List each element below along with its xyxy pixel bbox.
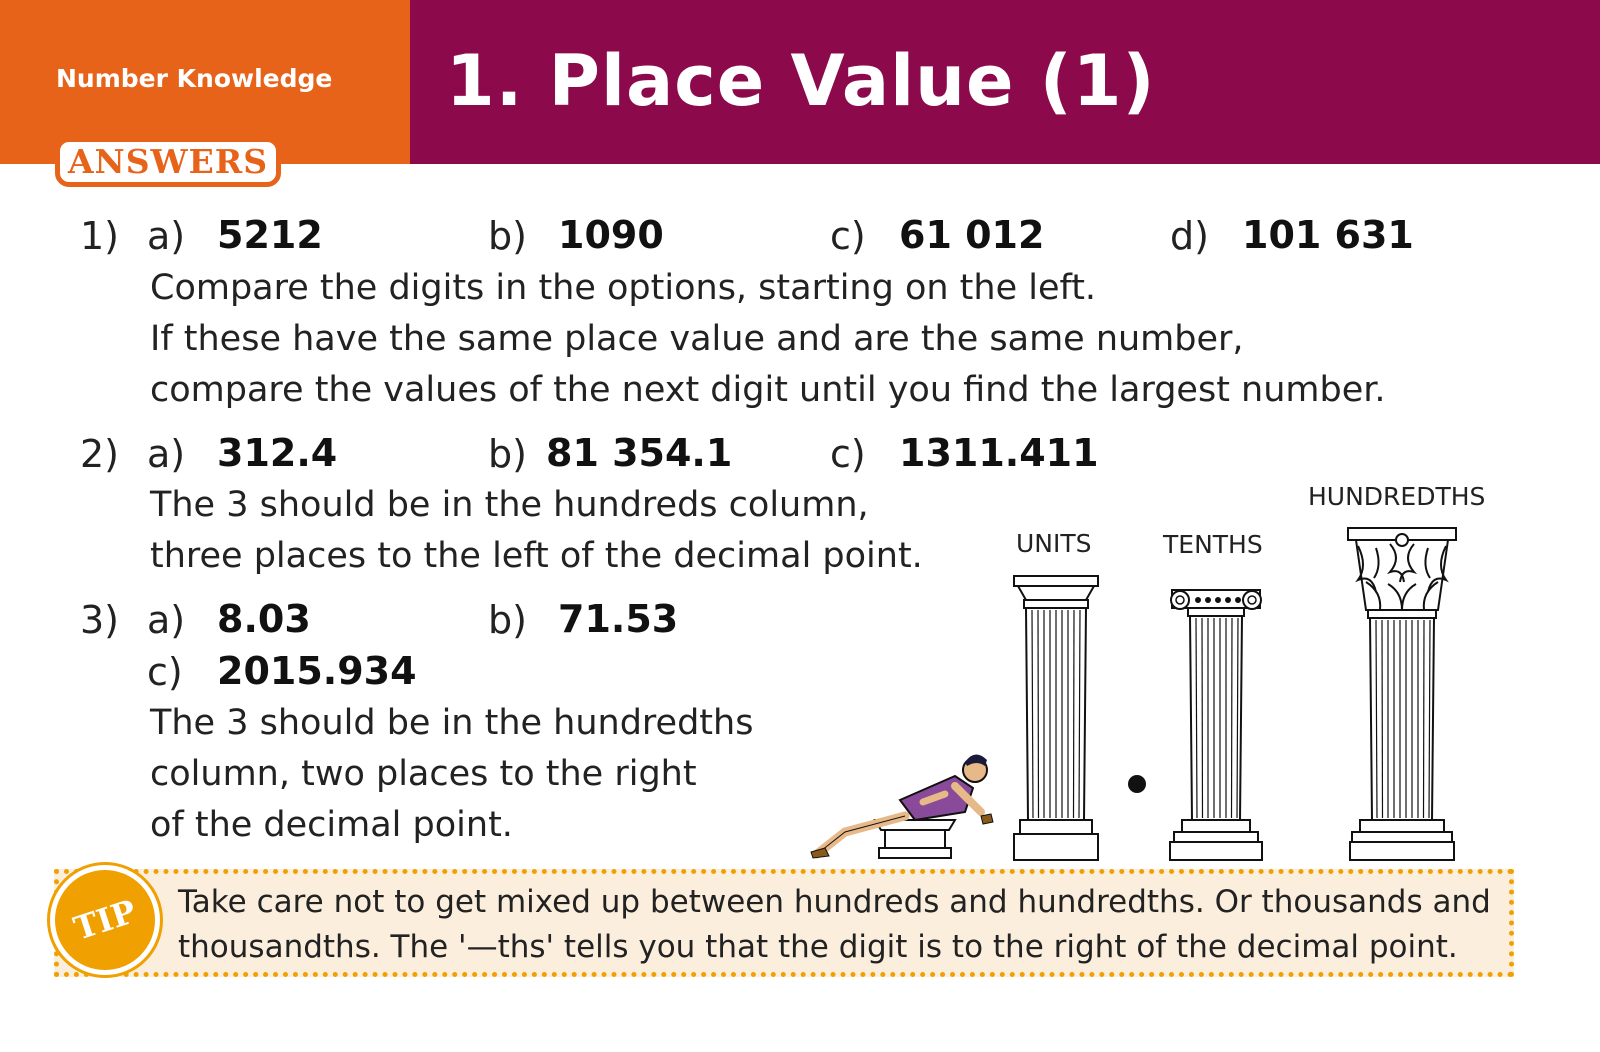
page-title: 1. Place Value (1) [446, 40, 1156, 122]
q1-part-b-label: b) [488, 214, 527, 258]
q1-part-d-answer: 101 631 [1242, 213, 1414, 257]
q2-part-c-label: c) [830, 432, 866, 476]
section-label: Number Knowledge [56, 64, 333, 93]
q2-part-b-answer: 81 354.1 [546, 431, 733, 475]
question-1-number: 1) [80, 214, 120, 258]
q1-part-b-answer: 1090 [558, 213, 664, 257]
corinthian-column-icon [1346, 526, 1458, 864]
q3-part-c-answer: 2015.934 [217, 649, 417, 693]
q1-part-a-label: a) [147, 214, 186, 258]
q1-part-a-answer: 5212 [217, 213, 323, 257]
q2-part-a-answer: 312.4 [217, 431, 338, 475]
units-column-label: UNITS [1016, 529, 1092, 558]
decimal-point-dot [1128, 775, 1146, 793]
q2-part-b-label: b) [488, 432, 527, 476]
q3-explanation-line: column, two places to the right [150, 754, 697, 794]
ionic-column-icon [1166, 584, 1266, 864]
tip-text-line: thousandths. The '—ths' tells you that the digit is to the right of the decimal point. [178, 929, 1458, 965]
q3-part-a-answer: 8.03 [217, 597, 311, 641]
tip-badge-label: TIP [69, 892, 141, 948]
q2-explanation-line: three places to the left of the decimal point. [150, 536, 923, 576]
q3-part-a-label: a) [147, 598, 186, 642]
question-2-number: 2) [80, 432, 120, 476]
q3-part-c-label: c) [147, 650, 183, 694]
q2-part-a-label: a) [147, 432, 186, 476]
q3-explanation-line: The 3 should be in the hundredths [150, 703, 754, 743]
q1-part-d-label: d) [1170, 214, 1209, 258]
tip-badge [50, 865, 160, 975]
tip-text-line: Take care not to get mixed up between hundreds and hundredths. Or thousands and [178, 884, 1491, 920]
question-3-number: 3) [80, 598, 120, 642]
q1-explanation-line: compare the values of the next digit until you find the largest number. [150, 370, 1386, 410]
q2-explanation-line: The 3 should be in the hundreds column, [150, 485, 869, 525]
doric-column-icon [1010, 574, 1102, 864]
answers-badge: ANSWERS [55, 137, 281, 187]
q2-part-c-answer: 1311.411 [899, 431, 1099, 475]
q1-explanation-line: If these have the same place value and are the same number, [150, 319, 1244, 359]
q1-part-c-label: c) [830, 214, 866, 258]
q1-part-c-answer: 61 012 [899, 213, 1045, 257]
reclining-figure-icon [805, 750, 1005, 865]
q1-explanation-line: Compare the digits in the options, starting on the left. [150, 268, 1097, 308]
hundredths-column-label: HUNDREDTHS [1308, 482, 1486, 511]
q3-part-b-answer: 71.53 [558, 597, 679, 641]
q3-part-b-label: b) [488, 598, 527, 642]
tenths-column-label: TENTHS [1163, 530, 1263, 559]
q3-explanation-line: of the decimal point. [150, 805, 513, 845]
